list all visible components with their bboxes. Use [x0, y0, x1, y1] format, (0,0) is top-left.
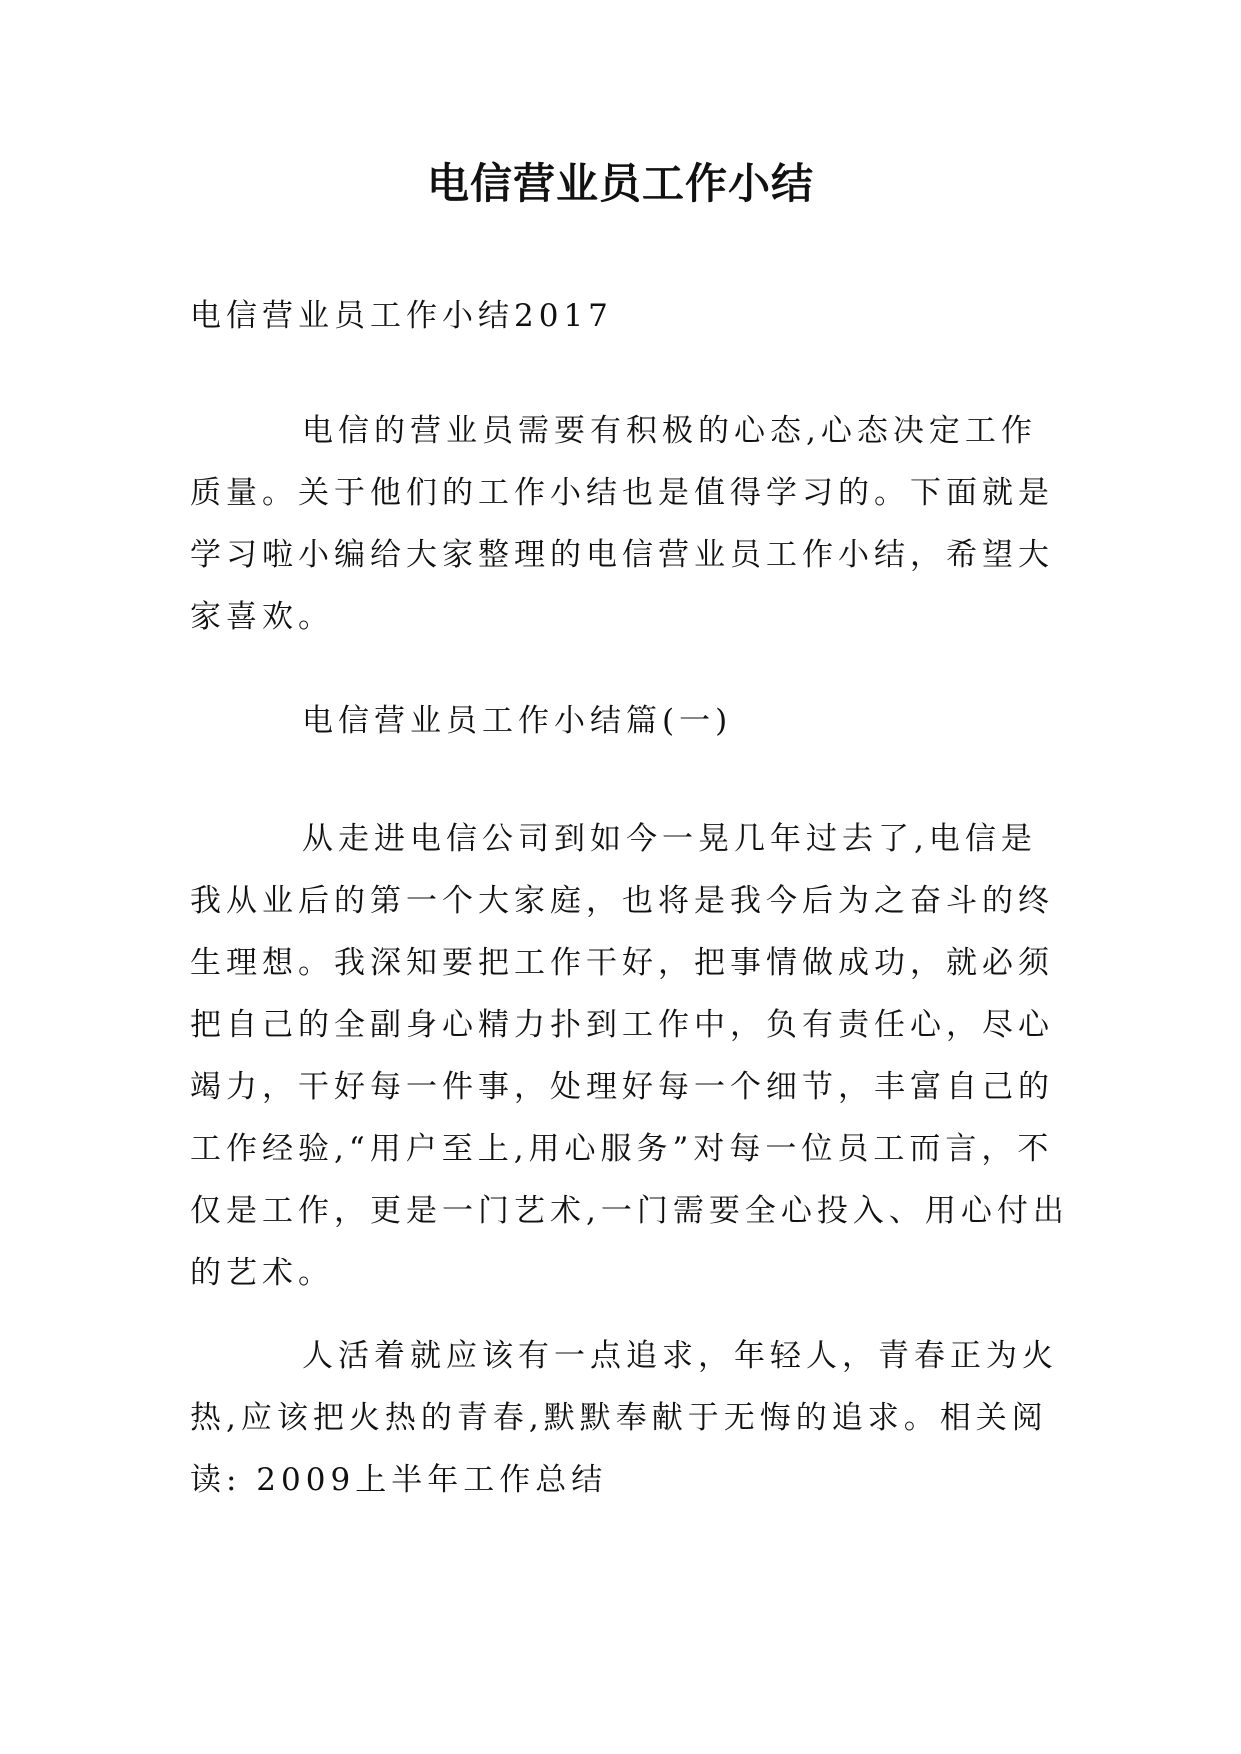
intro-paragraph: 电信的营业员需要有积极的心态,心态决定工作质量。关于他们的工作小结也是值得学习的。下面就是学习啦小编给大家整理的电信营业员工作小结，希望大家喜欢。 — [190, 413, 1054, 635]
section-heading: 电信营业员工作小结篇(一) — [302, 703, 733, 739]
document-subtitle: 电信营业员工作小结2017 — [190, 298, 613, 334]
body-paragraph: 从走进电信公司到如今一晃几年过去了,电信是我从业后的第一个大家庭，也将是我今后为之奋斗的终生理想。我深知要把工作干好，把事情做成功，就必须把自己的全副身心精力扑到工作中，负有责任心，尽心竭力，干好每一件事，处理好每一个细节，丰富自己的工作经验,“用户至上,用心服务”对每一位员工而言，不仅是工作，更是一门艺术,一门需要全心投入、用心付出的艺术。 — [190, 821, 1069, 1291]
body-paragraph: 人活着就应该有一点追求，年轻人，青春正为火热,应该把火热的青春,默默奉献于无悔的追求。相关阅读: 2009上半年工作总结 — [190, 1338, 1058, 1498]
document-title: 电信营业员工作小结 — [426, 159, 814, 208]
